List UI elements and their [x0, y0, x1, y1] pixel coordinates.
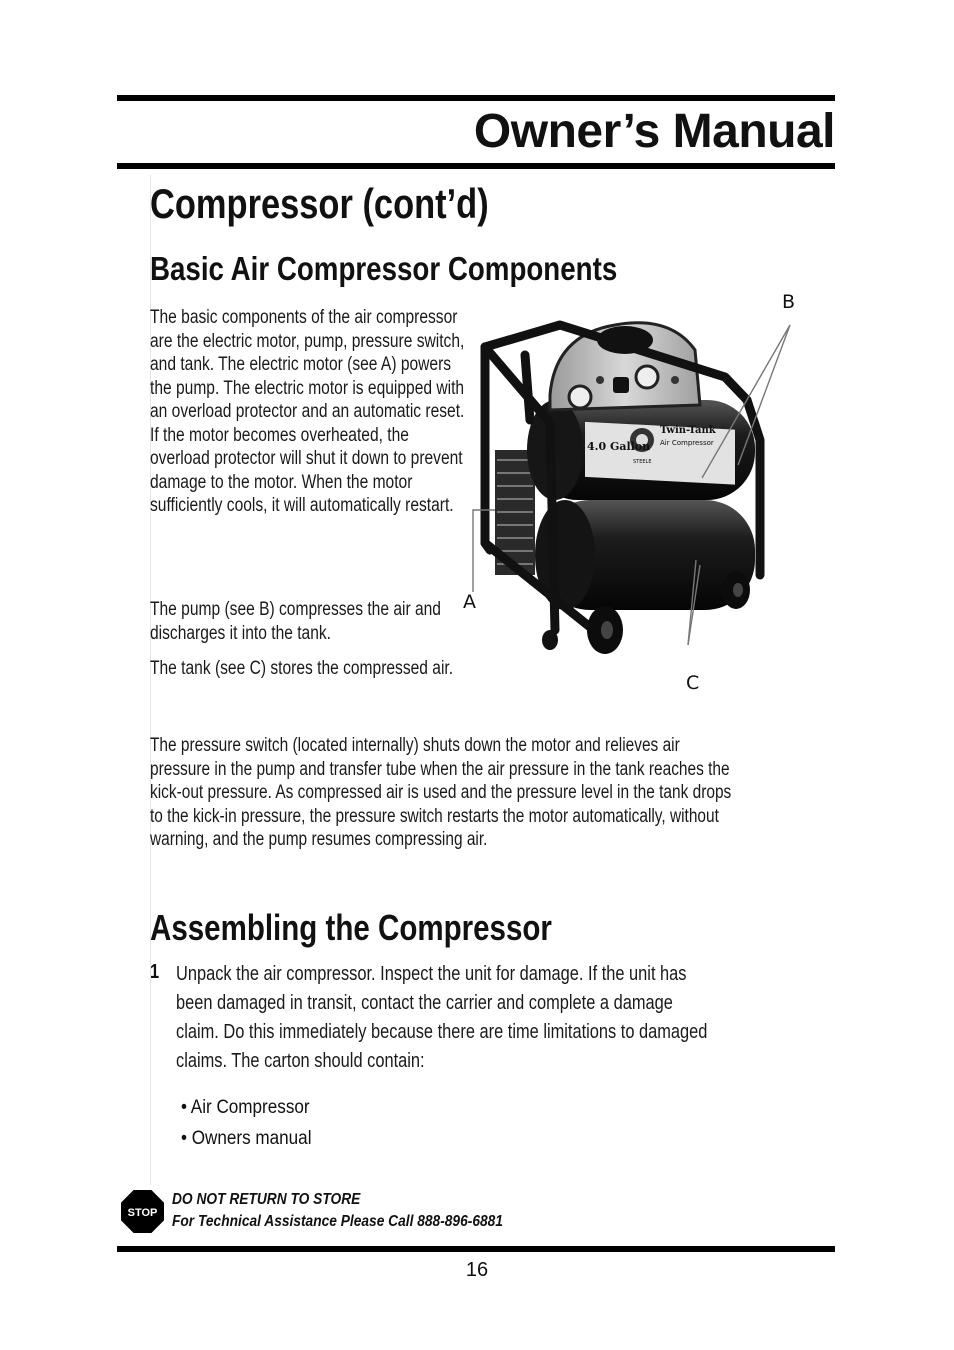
stop-sign-icon	[121, 1190, 164, 1233]
basic-components-paragraph: The basic components of the air compressor are the electric motor, pump, pressure switch, and tank. The electric motor (see A) powers the pump. The electric motor is equipped with an overload protector and an automatic reset. If the motor becomes overheated, the overload protector will shut it down to prevent damage to the motor. When the motor sufficiently cools, it will automatically restart.	[150, 307, 465, 516]
stop-sign-label: STOP	[127, 1207, 158, 1219]
page-number: 16	[465, 1259, 489, 1281]
callout-a-label: A	[463, 591, 476, 613]
assembly-title: Assembling the Compressor	[150, 907, 552, 948]
page-header-title: Owner’s Manual	[473, 105, 835, 158]
tank-brand-label: Twin-Tank	[660, 425, 716, 436]
tank-capacity-label: 4.0 Gallon	[587, 440, 651, 453]
tank-paragraph: The tank (see C) stores the compressed air.	[150, 658, 454, 679]
list-item: • Owners manual	[181, 1128, 312, 1149]
step-number: 1	[150, 961, 160, 983]
section-subtitle: Basic Air Compressor Components	[150, 250, 618, 287]
compressor-illustration	[455, 285, 815, 705]
tank-logo-label: STEELE	[633, 459, 652, 465]
footer-rule	[117, 1246, 835, 1252]
callout-c-label: C	[686, 672, 700, 694]
header-rule-bottom	[117, 163, 835, 169]
upper-tank	[527, 400, 755, 500]
lower-tank	[535, 500, 755, 610]
header-rule-top	[117, 95, 835, 101]
callout-b-label: B	[782, 291, 796, 313]
step-text: Unpack the air compressor. Inspect the unit for damage. If the unit has been damaged in transit, contact the carrier and complete a damage claim. Do this immediately because there are time limitations to damaged claims. The carton should contain:	[176, 963, 708, 1072]
notice-line-2: For Technical Assistance Please Call 888-896-6881	[172, 1213, 503, 1230]
pump-paragraph: The pump (see B) compresses the air and discharges it into the tank.	[150, 599, 441, 644]
section-title: Compressor (cont’d)	[150, 180, 489, 227]
notice-line-1: DO NOT RETURN TO STORE	[172, 1191, 361, 1208]
pressure-switch-paragraph: The pressure switch (located internally) shuts down the motor and relieves air pressure in the pump and transfer tube when the air pressure in the tank reaches the kick-out pressure. As compressed air is used and the pressure level in the tank drops to the kick-in pressure, the pressure switch restarts the motor automatically, without warning, and the pump resumes compressing air.	[150, 735, 732, 850]
tank-model-label: Air Compressor	[660, 439, 714, 447]
list-item: • Air Compressor	[181, 1097, 310, 1118]
